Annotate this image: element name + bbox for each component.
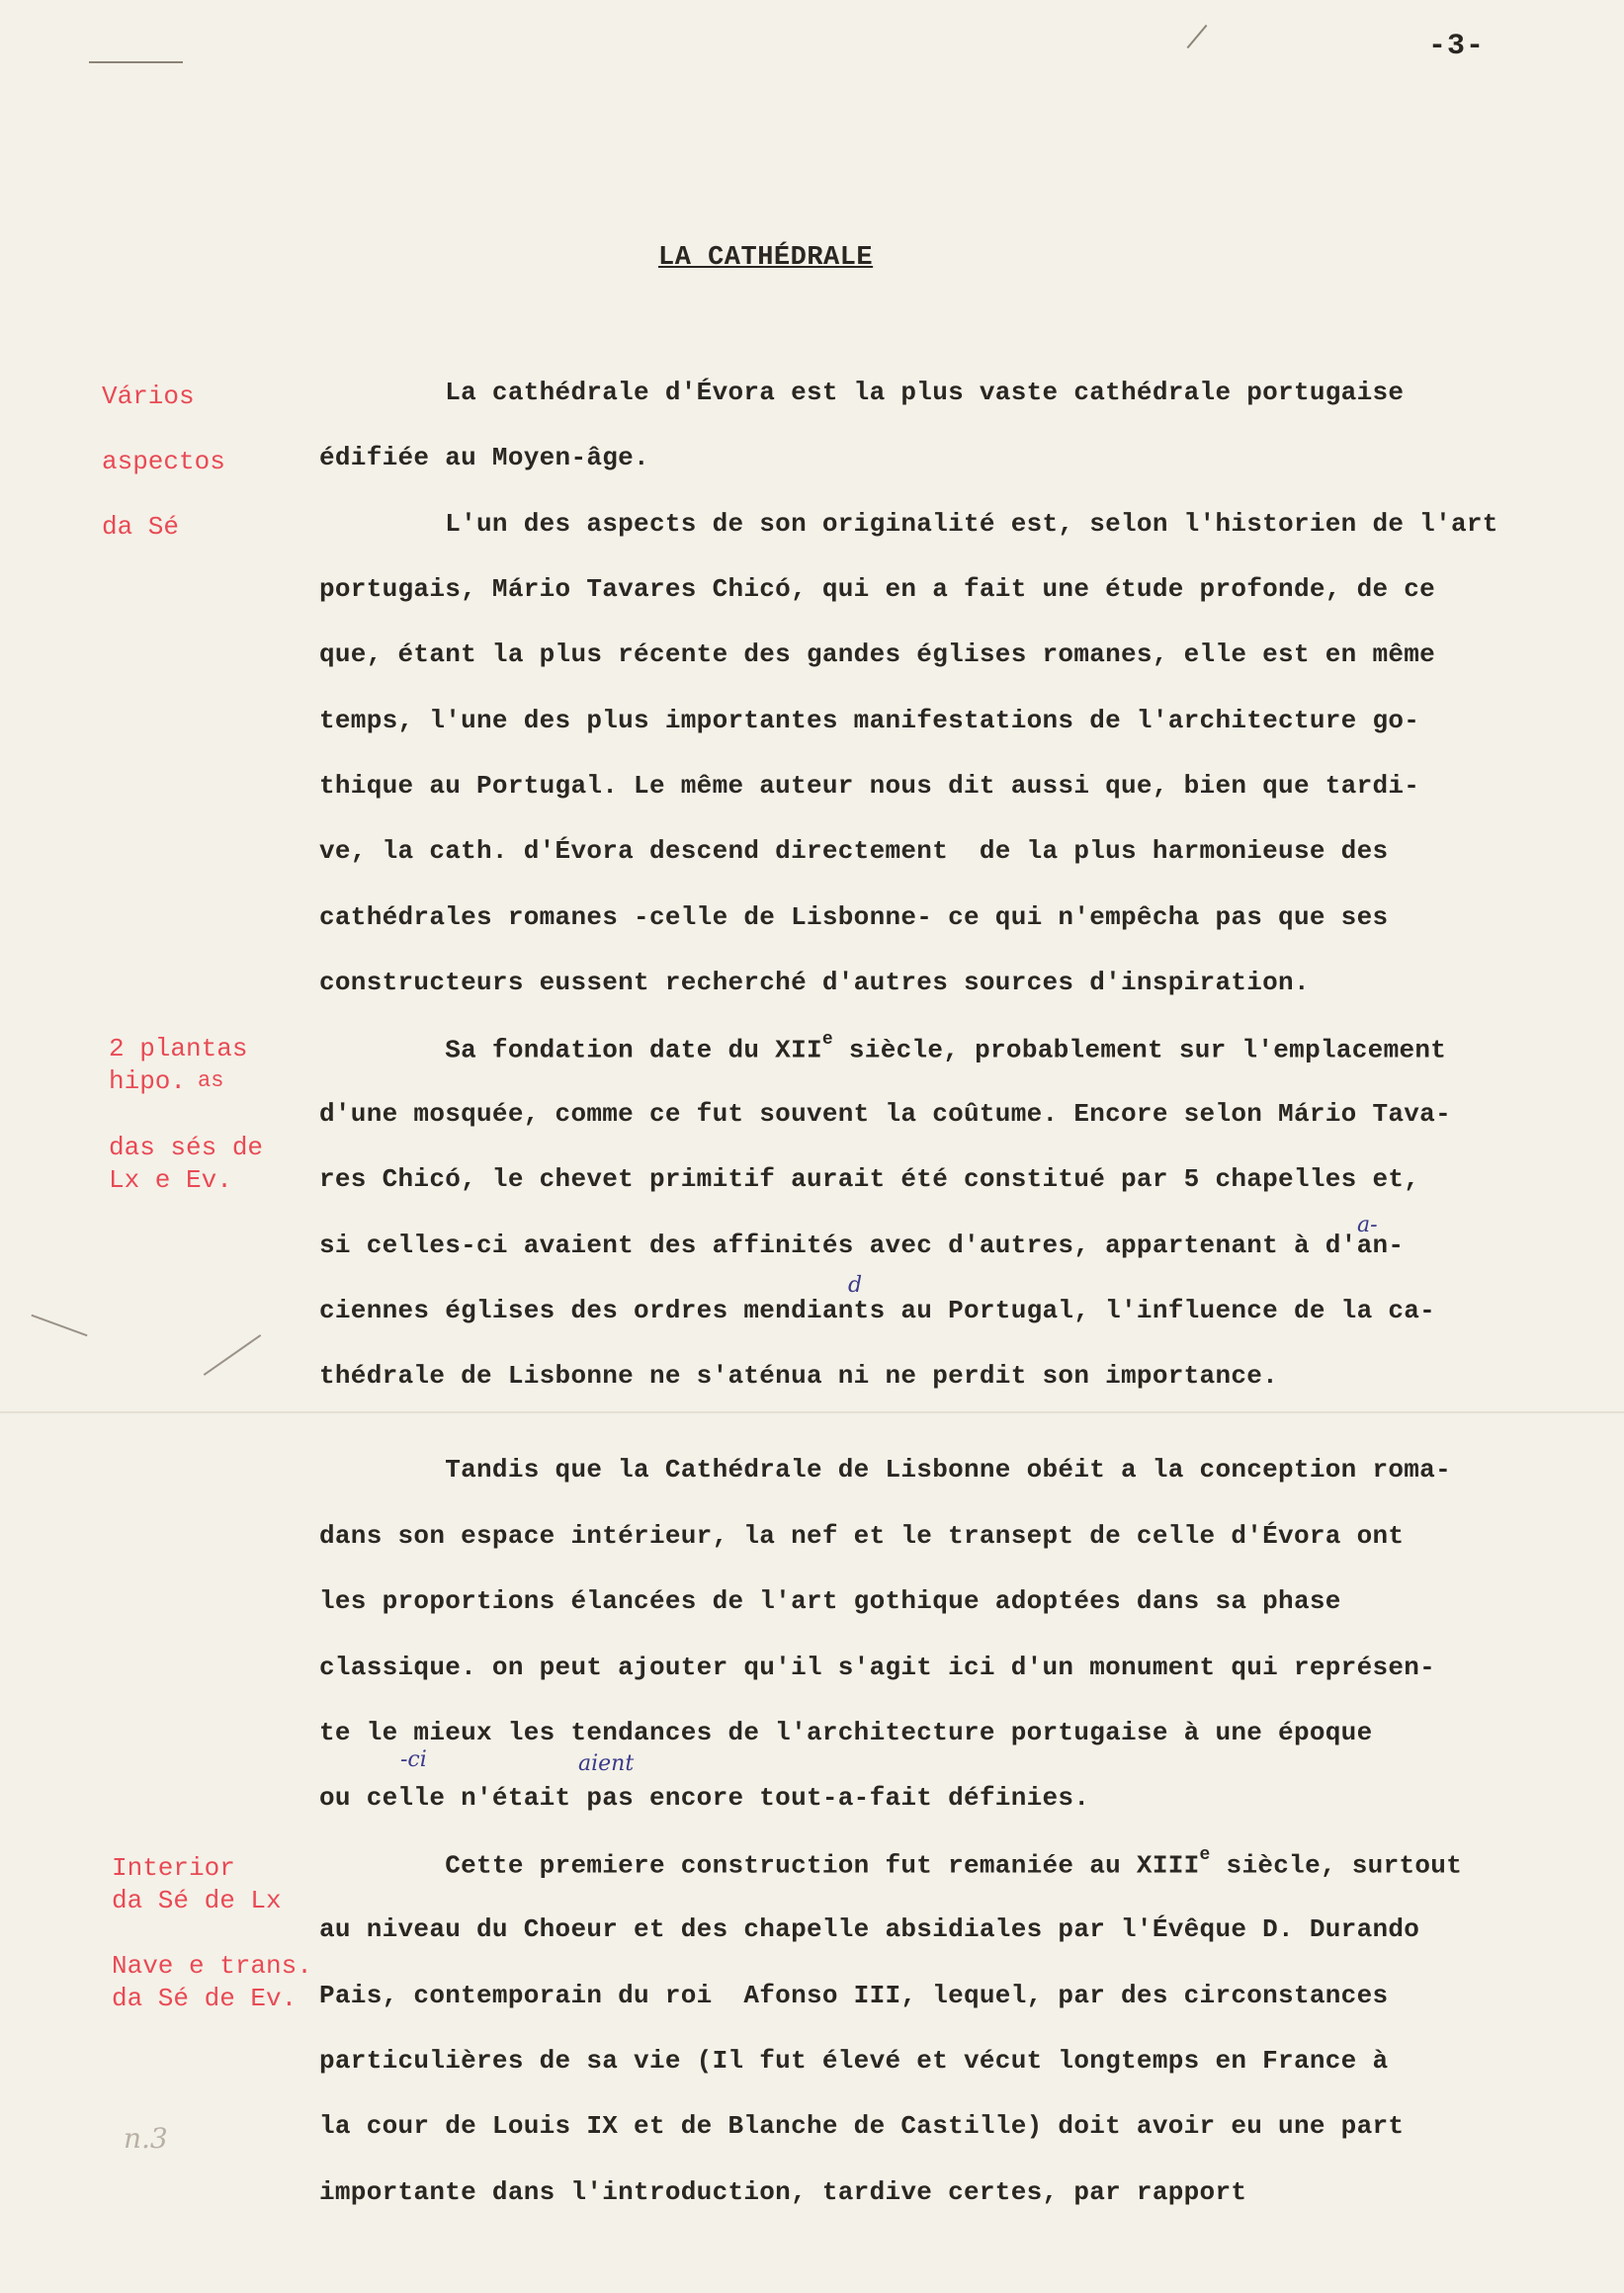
pencil-reference: n.3 xyxy=(124,2122,168,2155)
text-line: que, étant la plus récente des gandes églises romanes, elle est en même xyxy=(319,639,1436,669)
pencil-stroke xyxy=(1187,25,1208,48)
text-line: L'un des aspects de son originalité est, selon l'historien de l'art xyxy=(319,509,1498,539)
text-line: dans son espace intérieur, la nef et le transept de celle d'Évora ont xyxy=(319,1521,1405,1551)
margin-note-plantas: 2 plantas hipo. xyxy=(109,1034,248,1096)
text-line xyxy=(319,1845,1463,1881)
text-line: portugais, Mário Tavares Chicó, qui en a fait une étude profonde, de ce xyxy=(319,574,1436,604)
text-line: la cour de Louis IX et de Blanche de Castille) doit avoir eu une part xyxy=(319,2111,1405,2141)
text-line: au niveau du Choeur et des chapelle absidiales par l'Évêque D. Durando xyxy=(319,1914,1420,1944)
page-number: -3- xyxy=(1428,30,1486,63)
superscript: e xyxy=(821,1030,833,1050)
pencil-stroke xyxy=(31,1315,87,1336)
text-line: res Chicó, le chevet primitif aurait été constitué par 5 chapelles et, xyxy=(319,1164,1420,1194)
margin-note-nave: Nave e trans. da Sé de Ev. xyxy=(112,1951,312,2013)
text-line: constructeurs eussent recherché d'autres sources d'inspiration. xyxy=(319,968,1310,997)
text-line: d'une mosquée, comme ce fut souvent la coûtume. Encore selon Mário Tava- xyxy=(319,1099,1451,1129)
text-line: thique au Portugal. Le même auteur nous dit aussi que, bien que tardi- xyxy=(319,771,1420,801)
text-line: Tandis que la Cathédrale de Lisbonne obéit a la conception roma- xyxy=(319,1455,1451,1485)
handwritten-ci: -ci xyxy=(400,1747,427,1772)
text-line: temps, l'une des plus importantes manifestations de l'architecture go- xyxy=(319,706,1420,735)
text-line: te le mieux les tendances de l'architecture portugaise à une époque xyxy=(319,1718,1373,1747)
margin-note-plantas-as: as xyxy=(198,1068,224,1093)
handwritten-a: a- xyxy=(1357,1213,1378,1237)
text-line: ve, la cath. d'Évora descend directement de la plus harmonieuse des xyxy=(319,836,1389,866)
text-fragment: Sa fondation date du XII xyxy=(319,1035,822,1065)
margin-note-interior: Interior da Sé de Lx xyxy=(112,1853,282,1915)
text-line: particulières de sa vie (Il fut élevé et vécut longtemps en France à xyxy=(319,2046,1389,2076)
page-title: LA CATHÉDRALE xyxy=(658,243,874,273)
text-line: édifiée au Moyen-âge. xyxy=(319,443,649,472)
text-line: classique. on peut ajouter qu'il s'agit ici d'un monument qui représen- xyxy=(319,1653,1436,1682)
page-fold xyxy=(0,1411,1624,1414)
text-line: les proportions élancées de l'art gothique adoptées dans sa phase xyxy=(319,1586,1341,1616)
text-fragment: siècle, probablement sur l'emplacement xyxy=(833,1035,1447,1065)
text-line: si celles-ci avaient des affinités avec d'autres, appartenant à d'an- xyxy=(319,1231,1405,1260)
pencil-stroke xyxy=(204,1334,261,1376)
handwritten-d: d xyxy=(848,1273,863,1298)
text-line: thédrale de Lisbonne ne s'aténua ni ne perdit son importance. xyxy=(319,1361,1279,1391)
margin-note-plantas-2: das sés de Lx e Ev. xyxy=(109,1133,264,1195)
text-line: ciennes églises des ordres mendiants au Portugal, l'influence de la ca- xyxy=(319,1296,1436,1325)
text-line: importante dans l'introduction, tardive certes, par rapport xyxy=(319,2177,1247,2207)
text-fragment: siècle, surtout xyxy=(1210,1850,1463,1881)
pencil-stroke xyxy=(89,61,183,63)
handwritten-aient: aient xyxy=(578,1751,635,1776)
margin-note-varios: Vários aspectos da Sé xyxy=(102,382,225,542)
text-line: La cathédrale d'Évora est la plus vaste cathédrale portugaise xyxy=(319,378,1405,407)
text-fragment: Cette premiere construction fut remaniée au XIII xyxy=(319,1850,1200,1881)
text-line: cathédrales romanes -celle de Lisbonne- ce qui n'empêcha pas que ses xyxy=(319,902,1389,932)
text-line xyxy=(319,1030,1447,1065)
superscript: e xyxy=(1199,1845,1211,1865)
text-line: Pais, contemporain du roi Afonso III, lequel, par des circonstances xyxy=(319,1981,1389,2010)
text-line: ou celle n'était pas encore tout-a-fait définies. xyxy=(319,1783,1090,1813)
